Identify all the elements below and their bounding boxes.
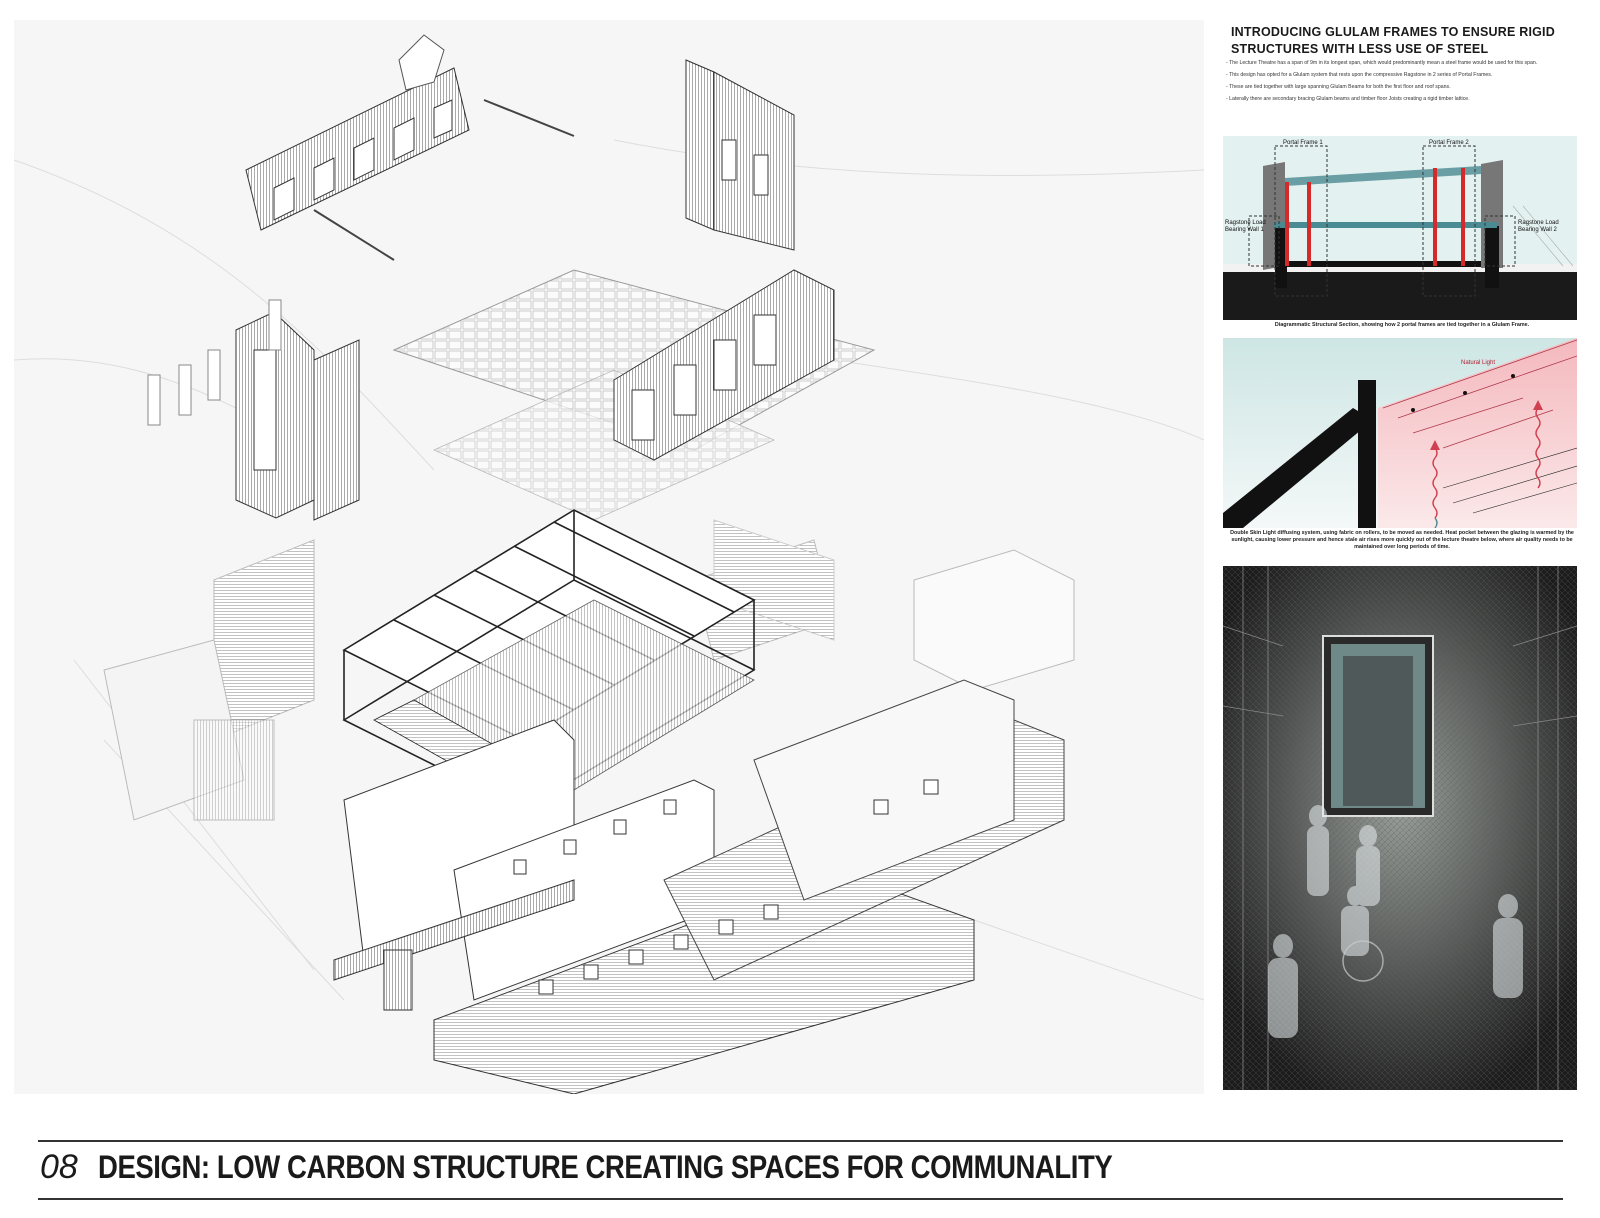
section-caption: Diagrammatic Structural Section, showing how 2 portal frames are tied together in a Glulam Frame. [1274, 322, 1530, 328]
page-title: DESIGN: LOW CARBON STRUCTURE CREATING SPACES FOR COMMUNALITY [97, 1149, 1113, 1185]
roof-and-frames [148, 270, 874, 520]
interior-render-svg [1223, 566, 1577, 1090]
footer-rule-top [38, 1140, 1563, 1142]
panel-title-line-1: INTRODUCING GLULAM FRAMES TO ENSURE RIGID [1231, 25, 1555, 39]
double-skin-figure [1223, 338, 1577, 528]
bullet-item: - These are tied together with large spanning Glulam Beams for both the first floor and roof spans. [1226, 84, 1451, 90]
interior-render [1223, 566, 1577, 1090]
structural-section-svg [1223, 136, 1577, 320]
wall-2-label-line-2: Bearing Wall 2 [1518, 227, 1557, 233]
footer-rule-bottom [38, 1198, 1563, 1200]
panel-title-line-2: STRUCTURES WITH LESS USE OF STEEL [1231, 42, 1489, 56]
double-skin-svg [1223, 338, 1577, 528]
upper-facade-elements [246, 35, 794, 260]
bullet-item: - Laterally there are secondary bracing Glulam beams and timber floor Joists creating a rigid timber lattice. [1226, 96, 1470, 102]
page-number: 08 [40, 1148, 78, 1186]
natural-light-label: Natural Light [1461, 360, 1496, 366]
axonometric-svg [14, 20, 1204, 1094]
portal-frame-1-label: Portal Frame 1 [1283, 140, 1323, 146]
panel-title [1231, 24, 1571, 58]
bullet-item: - The Lecture Theatre has a span of 9m in its longest span, which would predominantly mean a steel frame would be used for this span. [1226, 60, 1538, 66]
structural-section-figure [1223, 136, 1577, 320]
wall-1-label-line-1: Ragstone Load [1225, 220, 1266, 226]
wall-2-label-line-1: Ragstone Load [1518, 220, 1559, 226]
double-skin-caption: Double Skin Light diffusing system, using fabric on rollers, to be moved as needed. Heat pocket between the glazing is warmed by the sunlight, causing lower pressure and hence stale air rises more quickly out of the lecture theatre below, where air quality needs to be maintained over long periods of time. [1230, 530, 1574, 550]
footer-title-block [40, 1148, 1277, 1194]
wall-1-label-line-2: Bearing Wall 1 [1225, 227, 1264, 233]
exploded-axonometric-drawing [14, 20, 1204, 1094]
panel-bullets [1226, 60, 1578, 108]
bullet-item: - This design has opted for a Glulam system that rests upon the compressive Ragstone in 2 series of Portal Frames. [1226, 72, 1493, 78]
portal-frame-2-label: Portal Frame 2 [1429, 140, 1469, 146]
